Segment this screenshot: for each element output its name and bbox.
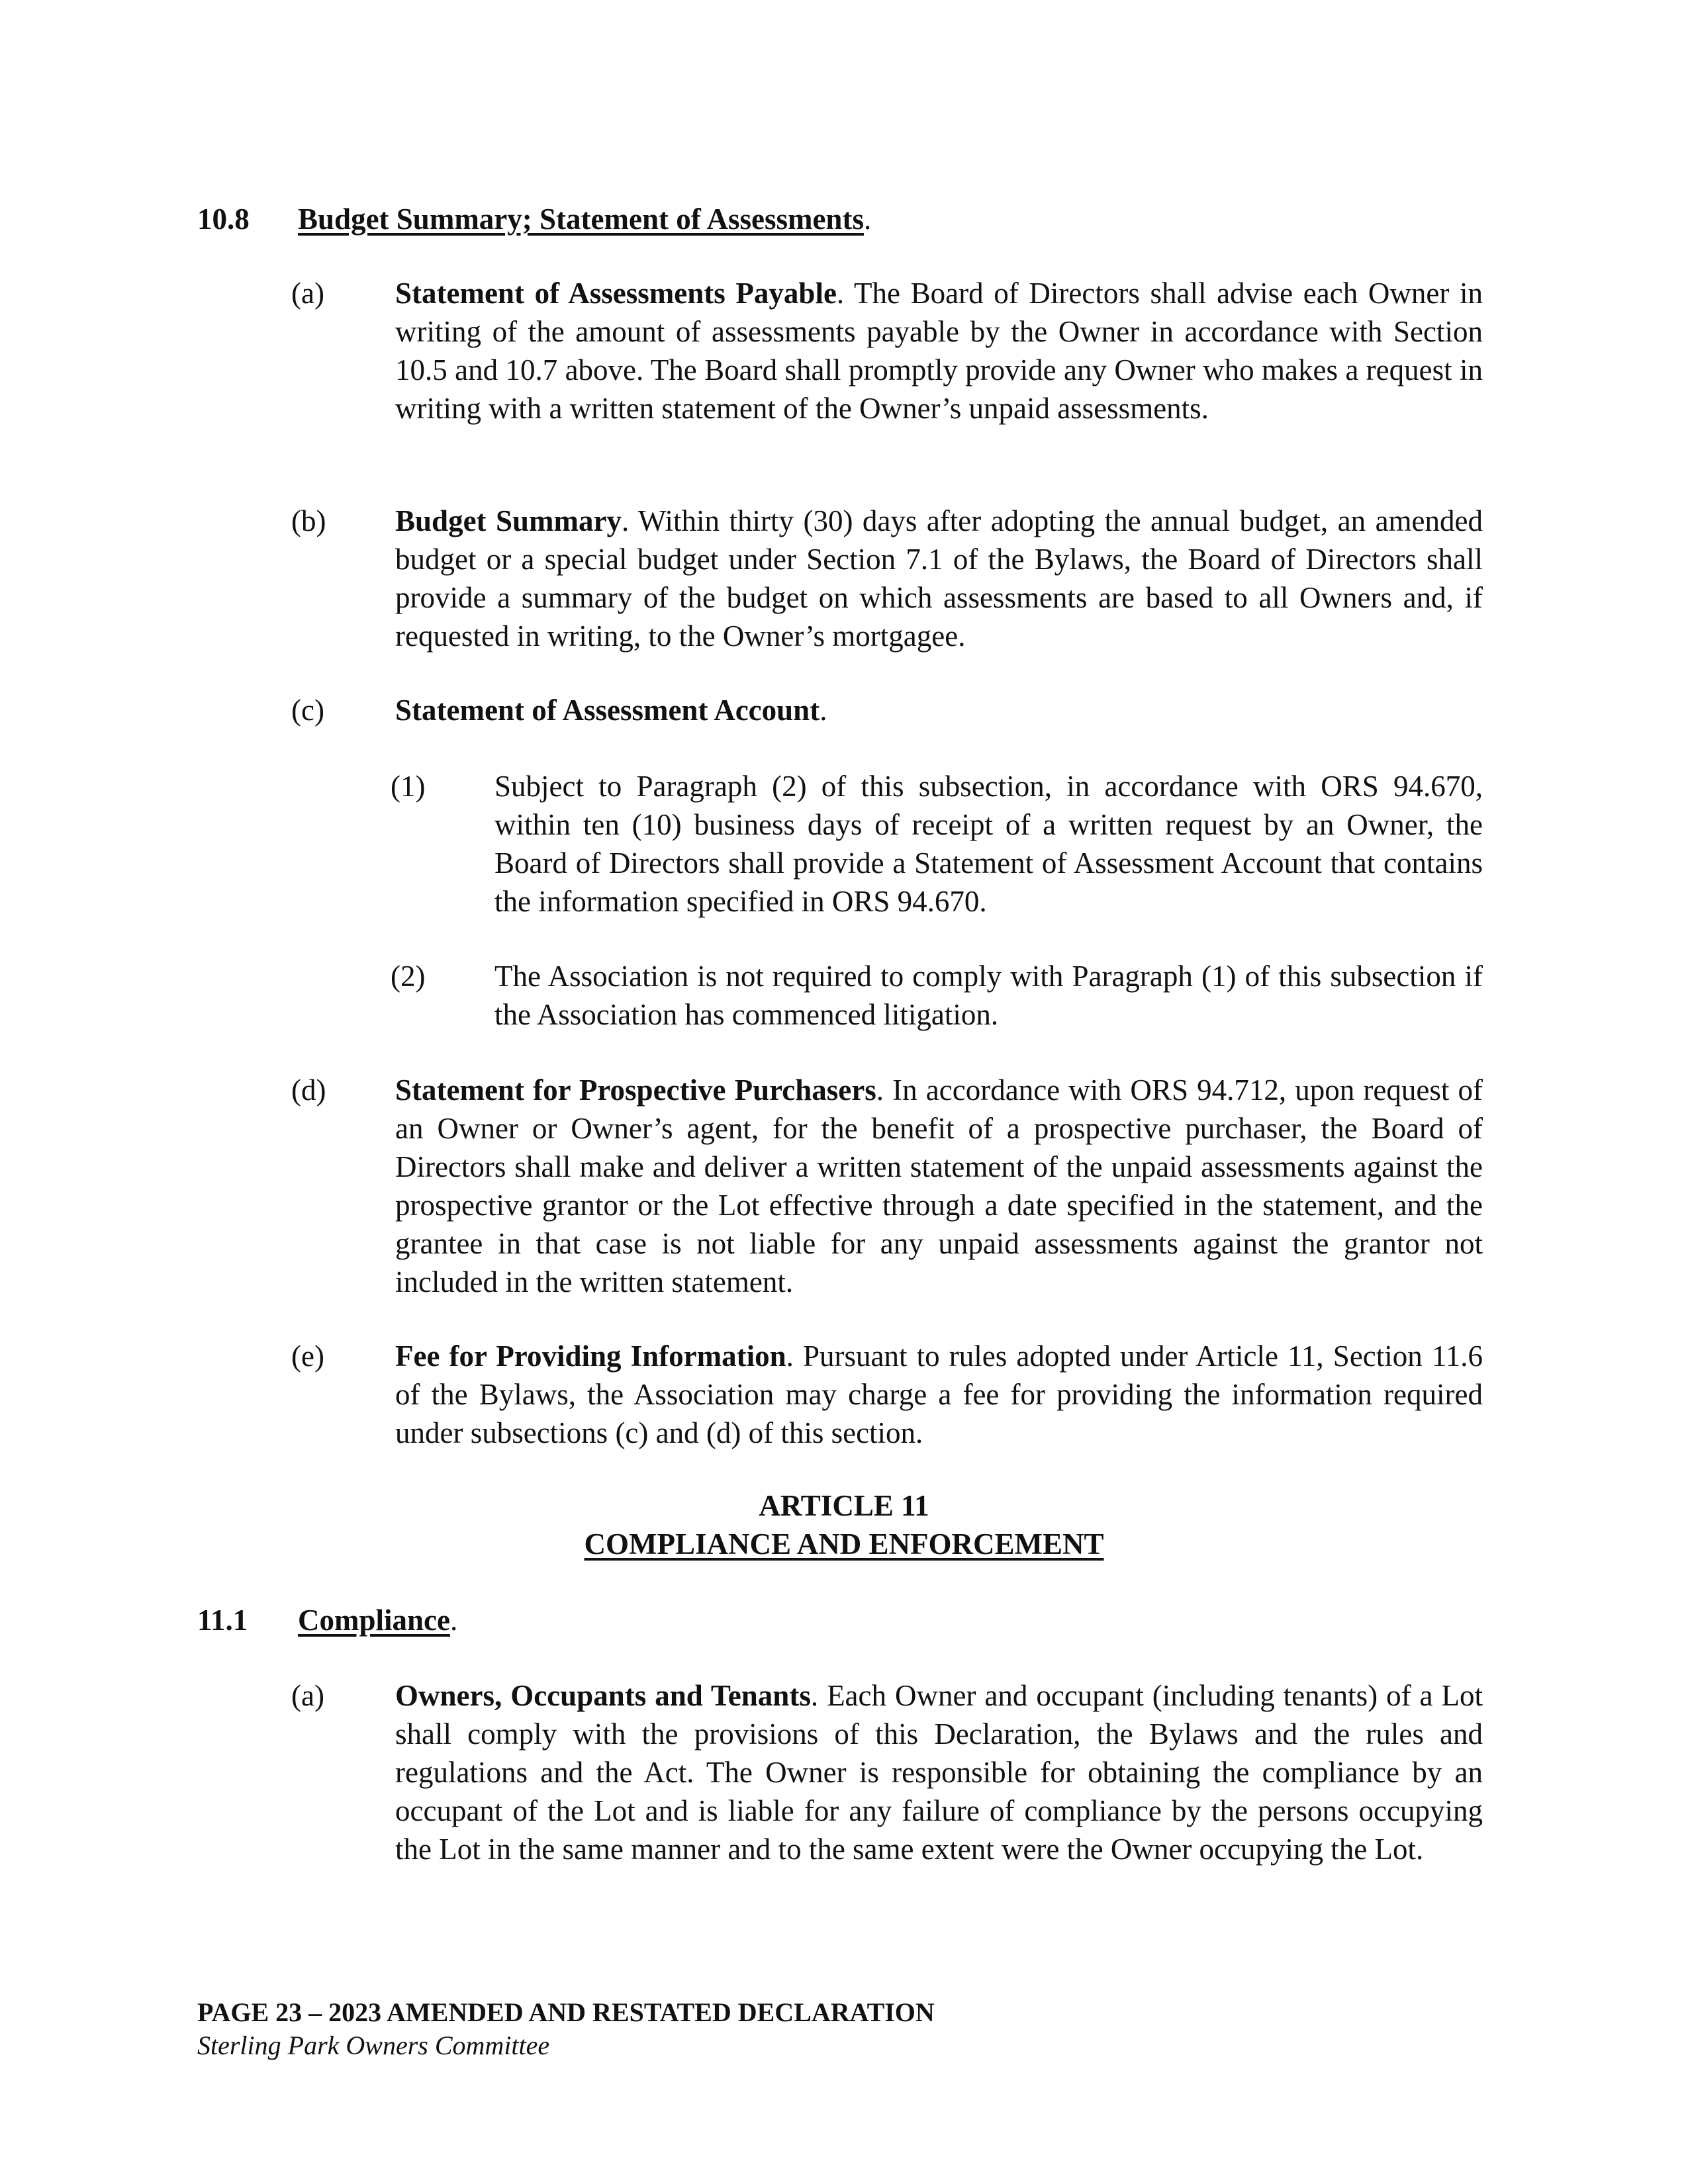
paragraph-marker: (1) [391, 770, 426, 803]
section-title: Budget Summary; Statement of Assessments [298, 203, 864, 236]
paragraph-lead: Statement for Prospective Purchasers [395, 1073, 876, 1107]
paragraph-marker: (b) [291, 504, 326, 537]
footer-page-label: PAGE 23 – 2023 AMENDED AND RESTATED DECLARATION [197, 1997, 935, 2027]
paragraph-10-8-c-2 [391, 957, 1483, 1034]
paragraph-text: . Pursuant to rules adopted under Article 11, Section 11.6 of the Bylaws, the Association may charge a fee for providing the information required under subsections (c) and (d) of this section. [395, 1340, 1483, 1449]
paragraph-11-1-a [291, 1676, 1483, 1868]
section-number: 11.1 [197, 1604, 248, 1637]
paragraph-lead: Statement of Assessments Payable [395, 277, 837, 310]
footer-committee: Sterling Park Owners Committee [197, 2030, 550, 2060]
paragraph-marker: (a) [291, 1679, 324, 1712]
paragraph-text: Subject to Paragraph (2) of this subsection, in accordance with ORS 94.670, within ten (10) business days of receipt of a written request by an Owner, the Board of Directors shall provide a Statement of Assessment Account that contains the information specified in ORS 94.670. [494, 770, 1483, 918]
paragraph-marker: (d) [291, 1073, 326, 1107]
section-number: 10.8 [197, 203, 250, 236]
paragraph-text: . Within thirty (30) days after adopting the annual budget, an amended budget or a special budget under Section 7.1 of the Bylaws, the Board of Directors shall provide a summary of the budget on which assessments are based to all Owners and, if requested in writing, to the Owner’s mortgagee. [395, 504, 1483, 653]
paragraph-text: . Each Owner and occupant (including tenants) of a Lot shall comply with the provisions of this Declaration, the Bylaws and the rules and regulations and the Act. The Owner is responsible for obtaining the compliance by an occupant of the Lot and is liable for any failure of compliance by the persons occupying the Lot in the same manner and to the same extent were the Owner occupying the Lot. [395, 1679, 1483, 1866]
paragraph-lead: Owners, Occupants and Tenants [395, 1679, 811, 1712]
paragraph-10-8-a [291, 274, 1483, 428]
article-title: COMPLIANCE AND ENFORCEMENT [584, 1527, 1104, 1561]
paragraph-lead: Statement of Assessment Account [395, 694, 820, 727]
paragraph-text: . The Board of Directors shall advise each Owner in writing of the amount of assessments payable by the Owner in accordance with Section 10.5 and 10.7 above. The Board shall promptly provide any Owner who makes a request in writing with a written statement of the Owner’s unpaid assessments. [395, 277, 1483, 425]
paragraph-10-8-e [291, 1337, 1483, 1452]
paragraph-10-8-c [291, 691, 1483, 729]
paragraph-marker: (a) [291, 277, 324, 310]
page-footer [197, 1996, 935, 2062]
section-title-end: . [863, 203, 872, 236]
paragraph-marker: (e) [291, 1340, 324, 1373]
article-number: ARTICLE 11 [759, 1489, 929, 1522]
paragraph-lead: Budget Summary [395, 504, 622, 537]
section-10-8-heading [197, 200, 871, 238]
paragraph-text: . [820, 694, 827, 727]
paragraph-10-8-b [291, 502, 1483, 655]
paragraph-lead: Fee for Providing Information [395, 1340, 786, 1373]
section-11-1-heading [197, 1601, 457, 1639]
article-heading [0, 1486, 1688, 1563]
section-title: Compliance [298, 1604, 450, 1637]
paragraph-text: . In accordance with ORS 94.712, upon request of an Owner or Owner’s agent, for the benefit of a prospective purchaser, the Board of Directors shall make and deliver a written statement of the unpaid assessments against the prospective grantor or the Lot effective through a date specified in the statement, and the grantee in that case is not liable for any unpaid assessments against the grantor not included in the written statement. [395, 1073, 1483, 1298]
paragraph-10-8-d [291, 1071, 1483, 1301]
paragraph-marker: (c) [291, 694, 324, 727]
section-title-end: . [450, 1604, 458, 1637]
paragraph-text: The Association is not required to comply with Paragraph (1) of this subsection if the Association has commenced litigation. [494, 960, 1483, 1031]
paragraph-10-8-c-1 [391, 767, 1483, 921]
paragraph-marker: (2) [391, 960, 426, 993]
